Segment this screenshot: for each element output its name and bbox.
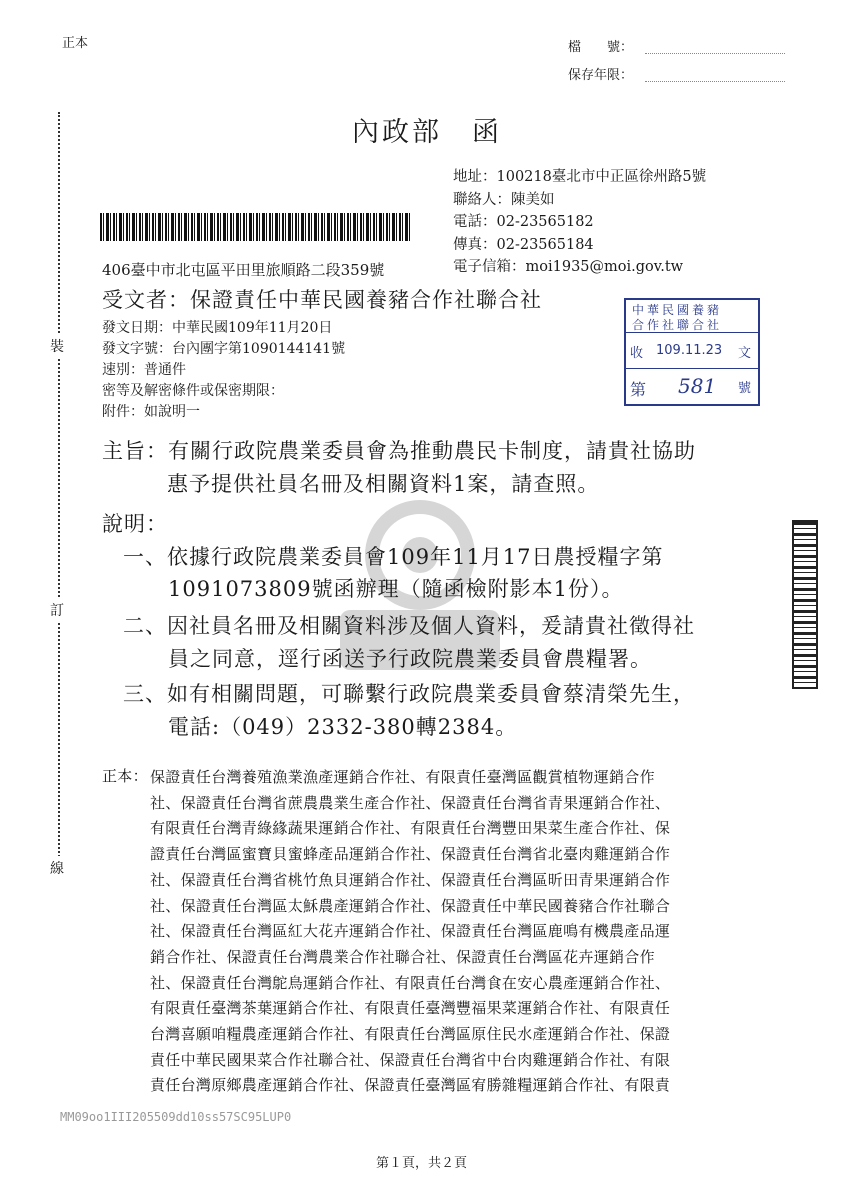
cc-line: 社、保證責任台灣省桃竹魚貝運銷合作社、保證責任台灣區昕田青果運銷合作: [150, 870, 671, 889]
sender-email: 電子信箱：moi1935@moi.gov.tw: [453, 259, 684, 275]
side-barcode-strip-icon: [792, 520, 818, 689]
margin-line-char: 線: [50, 856, 64, 880]
sender-fax: 傳真：02-23565184: [453, 236, 594, 253]
stamp-org-line1: 中華民國養豬: [632, 303, 723, 317]
cc-line: 保證責任台灣養殖漁業漁產運銷合作社、有限責任臺灣區觀賞植物運銷合作: [150, 768, 655, 786]
file-number-line: [645, 53, 785, 54]
issue-date: 發文日期：中華民國109年11月20日: [102, 320, 333, 336]
speed: 速別：普通件: [102, 362, 186, 378]
cc-line: 有限責任台灣青綠緣蔬果運銷合作社、有限責任台灣豐田果菜生產合作社、保: [150, 819, 671, 838]
doc-number: 發文字號：台內團字第1090144141號: [102, 341, 346, 357]
stamp-hao-char: 號: [738, 381, 752, 396]
stamp-number: 581: [678, 374, 717, 398]
sender-phone: 電話：02-23565182: [453, 214, 594, 230]
attachment: 附件：如說明一: [102, 404, 200, 420]
file-number-label: 檔 號：: [568, 40, 634, 55]
explanation-item-1-line2: 1091073809號函辦理（隨函檢附影本1份）。: [168, 577, 624, 601]
cc-line: 責任台灣原鄉農產運銷合作社、保證責任臺灣區宥勝雜糧運銷合作社、有限責: [150, 1076, 671, 1095]
cc-line: 台灣喜願咱糧農產運銷合作社、有限責任台灣區原住民水產運銷合作社、保證: [150, 1025, 671, 1044]
cc-line: 證責任台灣區蜜寶貝蜜蜂產品運銷合作社、保證責任台灣省北臺肉雞運銷合作: [150, 845, 671, 864]
explanation-item-3-line2: 電話:（049）2332-380轉2384。: [168, 715, 518, 739]
explanation-item-2-line1: 二、因社員名冊及相關資料涉及個人資料，爰請貴社徵得社: [123, 614, 695, 638]
recipient-address: 406臺中市北屯區平田里旅順路二段359號: [102, 261, 385, 279]
meta-block: [102, 318, 345, 423]
subject-line1: 主旨：有關行政院農業委員會為推動農民卡制度，請貴社協助: [102, 439, 696, 463]
cc-line: 社、保證責任台灣區太穌農產運銷合作社、保證責任中華民國養豬合作社聯合: [150, 896, 671, 915]
sender-block: [453, 166, 706, 279]
margin-bind-char: 裝: [50, 334, 64, 358]
stamp-org-line2: 合作社聯合社: [632, 318, 723, 332]
page-number: 第１頁，共２頁: [376, 1156, 468, 1171]
stamp-di-char: 第: [630, 380, 647, 399]
explanation-label: 說明：: [102, 512, 168, 536]
stamp-left-char: 收: [630, 346, 644, 361]
sender-contact: 聯絡人：陳美如: [453, 191, 555, 208]
cc-line: 社、保證責任台灣鴕鳥運銷合作社、有限責任台灣食在安心農產運銷合作社、: [150, 973, 671, 992]
stamp-date: 109.11.23: [656, 343, 723, 358]
document-title: 內政部 函: [352, 117, 502, 148]
recipient: 受文者：保證責任中華民國養豬合作社聯合社: [102, 288, 542, 312]
receipt-stamp: [624, 298, 760, 406]
document-code: MM09oo1III205509dd10ss57SC95LUP0: [60, 1110, 292, 1124]
cc-line: 社、保證責任台灣省蔗農農業生產合作社、保證責任台灣省青果運銷合作社、: [150, 793, 671, 812]
cc-line: 責任中華民國果菜合作社聯合社、保證責任台灣省中台肉雞運銷合作社、有限: [150, 1050, 671, 1069]
explanation-item-1-line1: 一、依據行政院農業委員會109年11月17日農授糧字第: [123, 545, 664, 569]
cc-line: 社、保證責任台灣區紅大花卉運銷合作社、保證責任台灣區鹿鳴有機農產品運: [150, 922, 671, 941]
binding-dotted-line: [58, 112, 60, 872]
margin-stitch-char: 訂: [50, 598, 64, 622]
cc-label: 正本：: [102, 767, 148, 785]
subject-line2: 惠予提供社員名冊及相關資料1案，請查照。: [167, 472, 600, 496]
secrecy: 密等及解密條件或保密期限：: [102, 383, 284, 399]
sender-address: 地址：100218臺北市中正區徐州路5號: [453, 169, 707, 185]
explanation-item-3-line1: 三、如有相關問題，可聯繫行政院農業委員會蔡清榮先生，: [123, 682, 695, 706]
explanation-item-2-line2: 員之同意，逕行函送予行政院農業委員會農糧署。: [168, 647, 652, 671]
barcode-icon: [100, 213, 410, 241]
retention-label: 保存年限：: [568, 68, 634, 83]
retention-line: [645, 81, 785, 82]
cc-line: 有限責任臺灣茶葉運銷合作社、有限責任臺灣豐福果菜運銷合作社、有限責任: [150, 999, 671, 1018]
cc-list: [150, 765, 670, 1099]
copy-label: 正本: [62, 36, 89, 51]
stamp-right-char: 文: [738, 346, 752, 361]
cc-line: 銷合作社、保證責任台灣農業合作社聯合社、保證責任台灣區花卉運銷合作: [150, 947, 655, 966]
